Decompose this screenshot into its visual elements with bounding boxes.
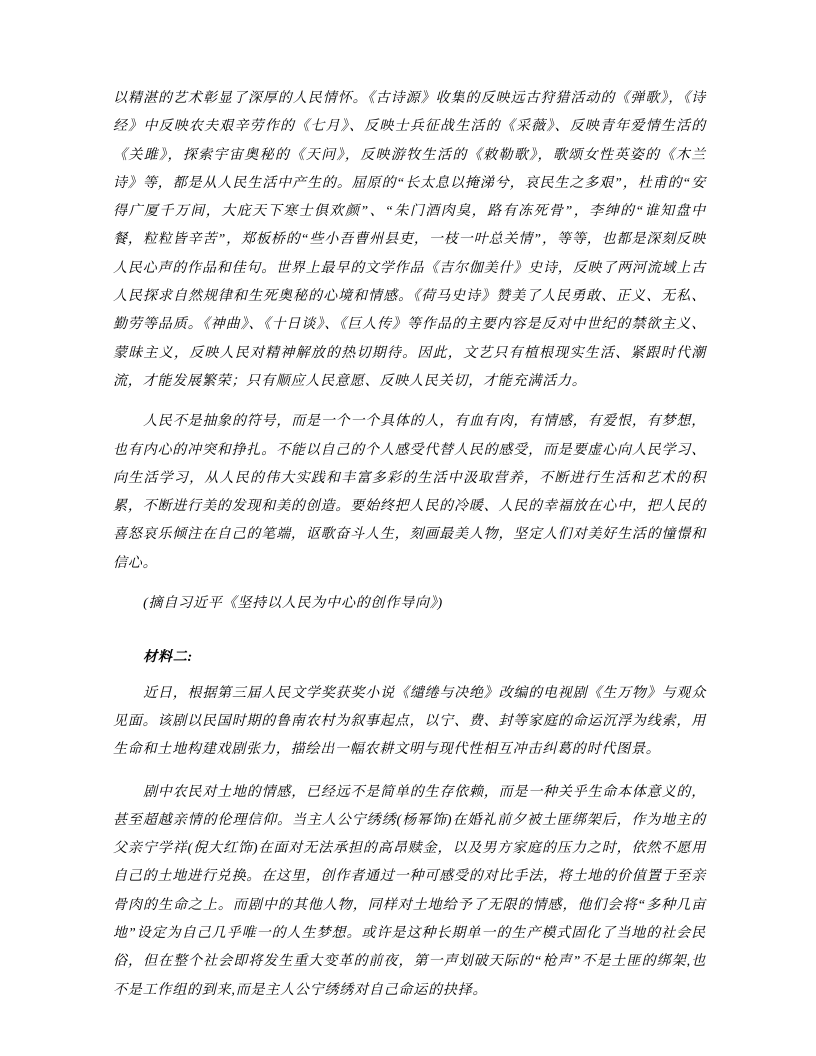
material-one-attribution: (摘自习近平《坚持以人民为中心的创作导向》)	[143, 596, 444, 612]
material-two-paragraph-one: 近日，根据第三届人民文学奖获奖小说《缱绻与决绝》改编的电视剧《生万物》与观众见面。该剧以民国时期的鲁南农村为叙事起点，以宁、费、封等家庭的命运沉浮为线索，用生命和土地构建戏剧张力，描绘出一幅农耕文明与现代性相互冲击纠葛的时代图景。	[113, 685, 706, 758]
material-two-paragraph-two: 剧中农民对土地的情感，已经远不是简单的生存依赖，而是一种关乎生命本体意义的，甚至超越亲情的伦理信仰。当主人公宁绣绣(杨幂饰)在婚礼前夕被土匪绑架后，作为地主的父亲宁学祥(倪大红饰)在面对无法承担的高昂赎金，以及男方家庭的压力之时，依然不愿用自己的土地进行兑换。在这里，创作者通过一种可感受的对比手法，将土地的价值置于至亲骨肉的生命之上。而剧中的其他人物，同样对土地给予了无限的情感，他们会将“多种几亩地”设定为自己几乎唯一的人生梦想。或许是这种长期单一的生产模式固化了当地的社会民俗，但在整个社会即将发生重大变革的前夜，第一声划破天际的“枪声”不是土匪的绑架,也不是工作组的到来,而是主人公宁绣绣对自己命运的抉择。	[113, 784, 706, 998]
material-one-continuation-paragraph: 以精湛的艺术彰显了深厚的人民情怀。《古诗源》收集的反映远古狩猎活动的《弹歌》，《诗经》中反映农夫艰辛劳作的《七月》、反映士兵征战生活的《采薇》、反映青年爱情生活的《关雎》，探索宇宙奥秘的《天问》，反映游牧生活的《敕勒歌》，歌颂女性英姿的《木兰诗》等，都是从人民生活中产生的。屈原的“长太息以掩涕兮，哀民生之多艰”，杜甫的“安得广厦千万间，大庇天下寒士俱欢颜”、“朱门酒肉臭，路有冻死骨”，李绅的“谁知盘中餐，粒粒皆辛苦”，郑板桥的“些小吾曹州县吏，一枝一叶总关情”，等等，也都是深刻反映人民心声的作品和佳句。世界上最早的文学作品《吉尔伽美什》史诗，反映了两河流域上古人民探求自然规律和生死奥秘的心境和情感。《荷马史诗》赞美了人民勇敢、正义、无私、勤劳等品质。《神曲》、《十日谈》、《巨人传》等作品的主要内容是反对中世纪的禁欲主义、蒙昧主义，反映人民对精神解放的热切期待。因此，文艺只有植根现实生活、紧跟时代潮流，才能发展繁荣；只有顺应人民意愿、反映人民关切，才能充满活力。	[113, 91, 706, 389]
material-two-heading: 材料二:	[143, 650, 193, 666]
material-one-paragraph-two: 人民不是抽象的符号，而是一个一个具体的人，有血有肉，有情感，有爱恨，有梦想，也有内心的冲突和挣扎。不能以自己的个人感受代替人民的感受，而是要虚心向人民学习、向生活学习，从人民的伟大实践和丰富多彩的生活中汲取营养，不断进行生活和艺术的积累，不断进行美的发现和美的创造。要始终把人民的冷暖、人民的幸福放在心中，把人民的喜怒哀乐倾注在自己的笔端，讴歌奋斗人生，刻画最美人物，坚定人们对美好生活的憧憬和信心。	[113, 414, 706, 571]
